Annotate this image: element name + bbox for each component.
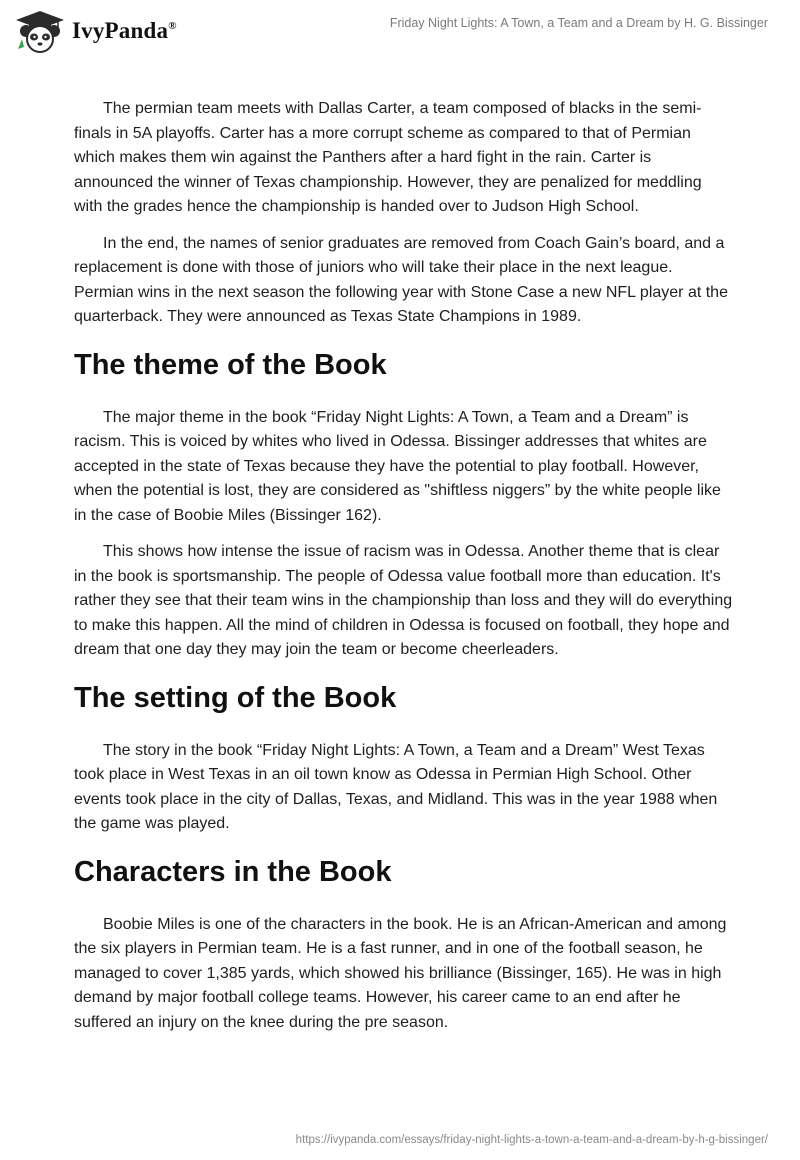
heading-setting: The setting of the Book [74, 681, 397, 714]
brand-name: IvyPanda® [72, 18, 177, 43]
paragraph-setting: The story in the book “Friday Night Lights: A Town, a Team and a Dream” West Texas took place in West Texas in an oil town know as Odessa in Permian High School. Other events took place in the city of Dallas, Texas, and Midland. This was in the year 1988 when the game was played. [74, 741, 718, 832]
heading-theme: The theme of the Book [74, 348, 387, 381]
heading-characters: Characters in the Book [74, 855, 392, 888]
brand-logo[interactable] [14, 8, 177, 54]
registered-mark: ® [168, 20, 177, 32]
paragraph-theme-racism: The major theme in the book “Friday Night Lights: A Town, a Team and a Dream” is racism. This is voiced by whites who lived in Odessa. Bissinger addresses that whites are accepted in the state of Texas because they have the potential to play football. However, when the potential is lost, they are considered as "shiftless niggers” by the white people like in the case of Boobie Miles (Bissinger 162). [74, 408, 721, 524]
page-header [0, 0, 800, 62]
paragraph-characters: Boobie Miles is one of the characters in the book. He is an African-American and among the six players in Permian team. He is a fast runner, and in one of the football season, he managed to cover 1,385 yards, which showed his brilliance (Bissinger, 165). He was in high demand by major football college teams. However, his career came to an end after he suffered an injury on the knee during the pre season. [74, 915, 727, 1031]
document-title: Friday Night Lights: A Town, a Team and a Dream by H. G. Bissinger [389, 16, 768, 30]
panda-graduate-logo-icon [14, 9, 66, 53]
paragraph-ending: In the end, the names of senior graduates are removed from Coach Gain’s board, and a replacement is done with those of juniors who will take their place in the next league. Permian wins in the next season the following year with Stone Case a new NFL player at the quarterback. They were announced as Texas State Champions in 1989. [74, 234, 728, 325]
essay-content [74, 97, 734, 1047]
paragraph-theme-sportsmanship: This shows how intense the issue of racism was in Odessa. Another theme that is clear in the book is sportsmanship. The people of Odessa value football more than education. It's rather they see that their team wins in the championship than loss and they will do everything to make this happen. All the mind of children in Odessa is focused on football, they hope and dream that one day they may join the team or become cheerleaders. [74, 543, 733, 658]
source-url-link[interactable]: https://ivypanda.com/essays/friday-night-lights-a-town-a-team-and-a-dream-by-h-g-bissinger/ [295, 1134, 768, 1146]
paragraph-playoffs: The permian team meets with Dallas Carter, a team composed of blacks in the semi-finals in 5A playoffs. Carter has a more corrupt scheme as compared to that of Permian which makes them win against the Panthers after a hard fight in the rain. Carter is announced the winner of Texas championship. However, they are penalized for meddling with the grades hence the championship is handed over to Judson High School. [74, 100, 702, 215]
